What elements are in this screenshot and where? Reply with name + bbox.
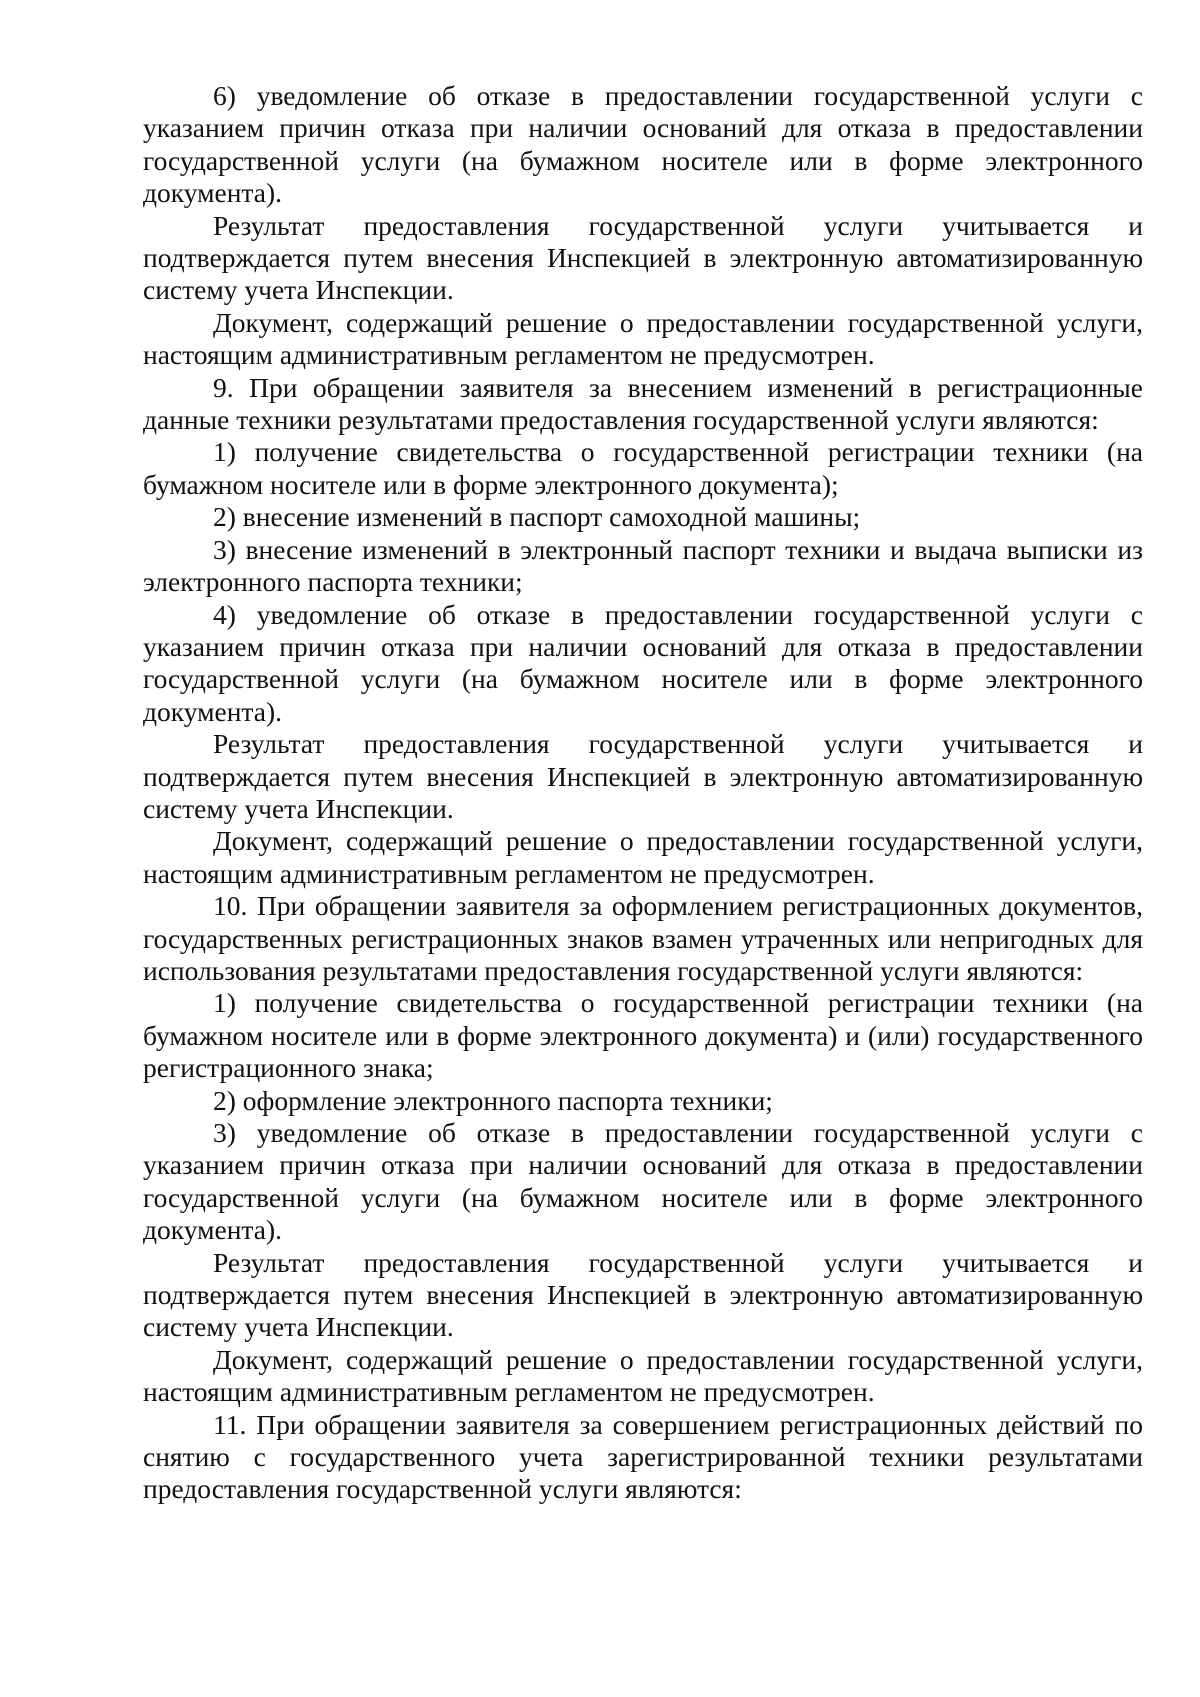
paragraph-result-recording: Результат предоставления государственной услуги учитывается и подтверждается путем внесения Инспекцией в электронную автоматизированную систему учета Инспекции. [143,209,1143,306]
paragraph-section-9-item-4: 4) уведомление об отказе в предоставлении государственной услуги с указанием причин отказа при наличии оснований для отказа в предоставлении государственной услуги (на бумажном носителе или в форме электронного документа). [143,598,1143,727]
paragraph-section-10-item-3: 3) уведомление об отказе в предоставлении государственной услуги с указанием причин отказа при наличии оснований для отказа в предоставлении государственной услуги (на бумажном носителе или в форме электронного документа). [143,1117,1143,1246]
paragraph-section-10: 10. При обращении заявителя за оформлением регистрационных документов, государственных регистрационных знаков взамен утраченных или непригодных для использования результатами предоставления государственной услуги являются: [143,890,1143,986]
paragraph-result-recording: Результат предоставления государственной услуги учитывается и подтверждается путем внесения Инспекцией в электронную автоматизированную систему учета Инспекции. [143,728,1143,824]
paragraph-section-9-item-3: 3) внесение изменений в электронный паспорт техники и выдача выписки из электронного паспорта техники; [143,533,1143,598]
paragraph-section-11: 11. При обращении заявителя за совершением регистрационных действий по снятию с государственного учета зарегистрированной техники результатами предоставления государственной услуги являются: [143,1408,1143,1505]
paragraph-decision-document: Документ, содержащий решение о предоставлении государственной услуги, настоящим административным регламентом не предусмотрен. [143,1343,1143,1408]
paragraph-decision-document: Документ, содержащий решение о предоставлении государственной услуги, настоящим административным регламентом не предусмотрен. [143,825,1143,889]
paragraph-section-9-item-1: 1) получение свидетельства о государственной регистрации техники (на бумажном носителе или в форме электронного документа); [143,436,1143,500]
paragraph-section-10-item-2: 2) оформление электронного паспорта техники; [213,1084,773,1116]
paragraph-decision-document: Документ, содержащий решение о предоставлении государственной услуги, настоящим административным регламентом не предусмотрен. [143,306,1143,371]
document-body [143,80,1143,1506]
paragraph-section-9: 9. При обращении заявителя за внесением изменений в регистрационные данные техники результатами предоставления государственной услуги являются: [143,371,1143,436]
paragraph-item-6-refusal-notice: 6) уведомление об отказе в предоставлении государственной услуги с указанием причин отказа при наличии оснований для отказа в предоставлении государственной услуги (на бумажном носителе или в форме электронного документа). [143,80,1143,209]
paragraph-section-9-item-2: 2) внесение изменений в паспорт самоходной машины; [213,501,861,533]
paragraph-result-recording: Результат предоставления государственной услуги учитывается и подтверждается путем внесения Инспекцией в электронную автоматизированную систему учета Инспекции. [143,1246,1143,1343]
paragraph-section-10-item-1: 1) получение свидетельства о государственной регистрации техники (на бумажном носителе или в форме электронного документа) и (или) государственного регистрационного знака; [143,987,1143,1084]
